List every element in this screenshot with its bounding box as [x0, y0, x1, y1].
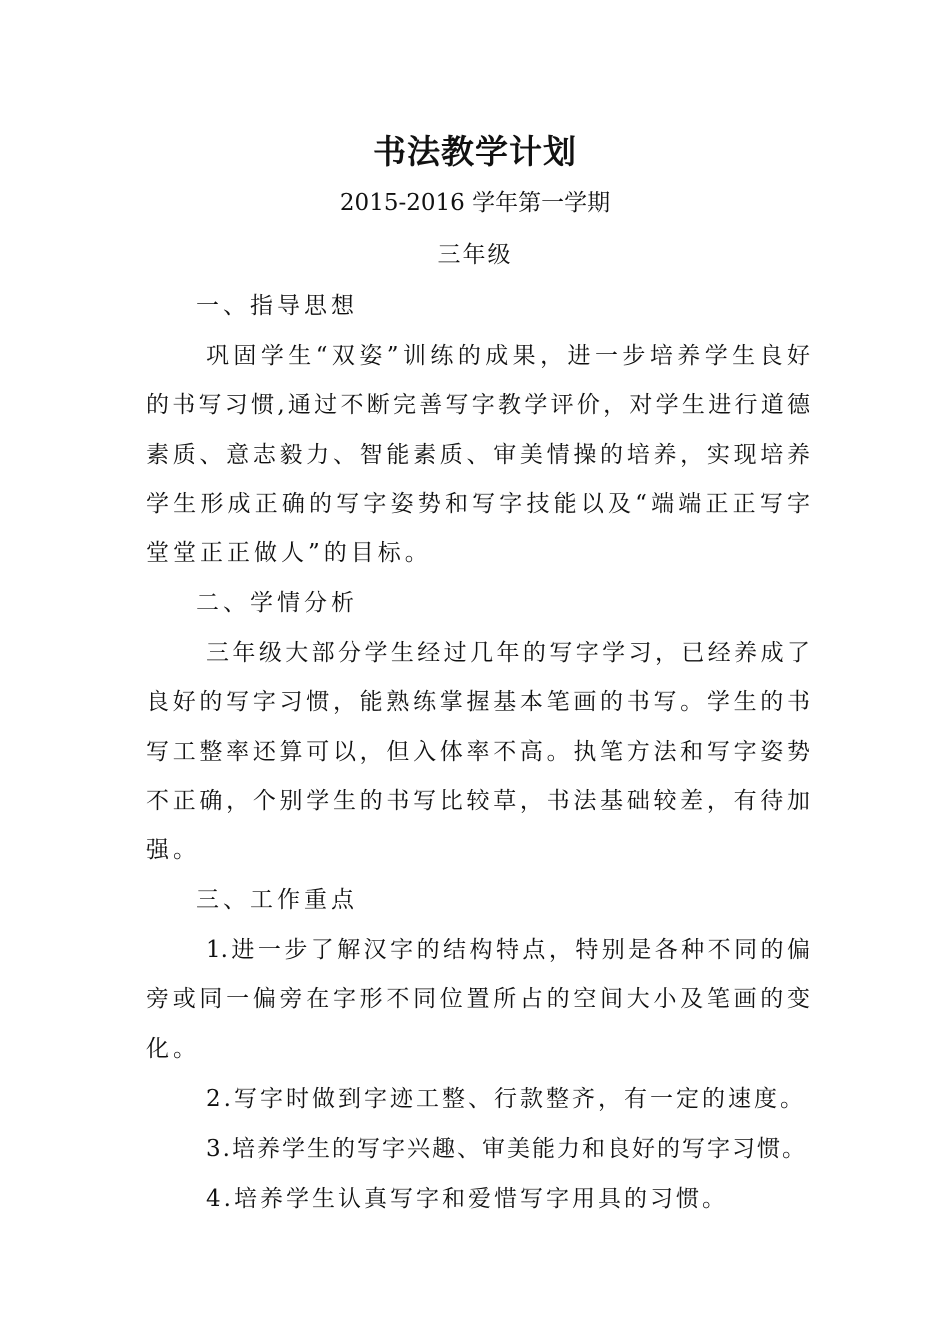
paragraph-line: 三年级大部分学生经过几年的写字学习，已经养成了	[206, 640, 810, 666]
paragraph-line: 堂堂正正做人”的目标。	[146, 540, 432, 566]
paragraph-line: 巩固学生“双姿”训练的成果，进一步培养学生良好	[206, 343, 810, 369]
section-heading-learning-analysis: 二、学情分析	[196, 590, 358, 616]
document-subtitle: 2015-2016 学年第一学期	[339, 190, 611, 216]
paragraph-line: 写工整率还算可以，但入体率不高。执笔方法和写字姿势	[146, 739, 810, 765]
paragraph-line: 的书写习惯,通过不断完善写字教学评价，对学生进行道德	[146, 392, 810, 418]
section-heading-work-focus: 三、工作重点	[196, 887, 358, 913]
document-grade: 三年级	[437, 242, 513, 268]
list-item: 4.培养学生认真写字和爱惜写字用具的习惯。	[206, 1186, 728, 1212]
document-title: 书法教学计划	[373, 132, 577, 171]
paragraph-line: 学生形成正确的写字姿势和写字技能以及“端端正正写字	[146, 491, 810, 517]
paragraph-line: 良好的写字习惯，能熟练掌握基本笔画的书写。学生的书	[146, 689, 810, 715]
paragraph-line: 不正确，个别学生的书写比较草，书法基础较差，有待加	[146, 788, 810, 814]
list-item-line: 化。	[146, 1036, 200, 1062]
list-item-line: 旁或同一偏旁在字形不同位置所占的空间大小及笔画的变	[146, 986, 810, 1012]
list-item: 3.培养学生的写字兴趣、审美能力和良好的写字习惯。	[206, 1136, 807, 1162]
paragraph-line: 强。	[146, 837, 200, 863]
list-item-line: 1.进一步了解汉字的结构特点，特别是各种不同的偏	[206, 937, 810, 963]
list-item: 2.写字时做到字迹工整、行款整齐，有一定的速度。	[206, 1086, 806, 1112]
section-heading-guiding-thought: 一、指导思想	[196, 293, 358, 319]
paragraph-line: 素质、意志毅力、智能素质、审美情操的培养，实现培养	[146, 442, 810, 468]
